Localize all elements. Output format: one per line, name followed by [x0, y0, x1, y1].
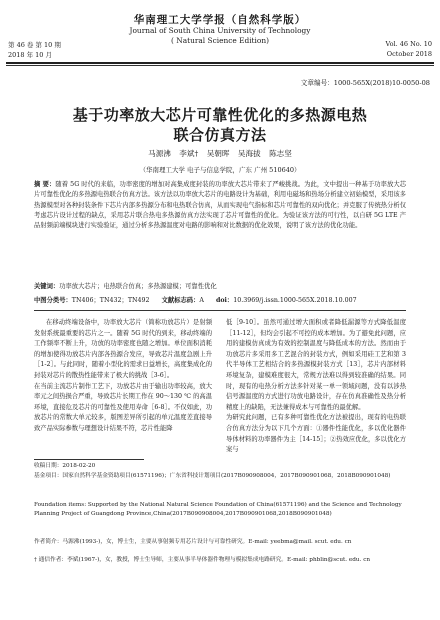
header-rule-thin [6, 65, 434, 66]
affiliation: （华南理工大学 电子与信息学院，广东 广州 510640） [139, 166, 301, 174]
date-cn: 2018 年 10 月 [8, 51, 53, 59]
footnote-fund-cn: 基金项目：国家自然科学基金资助项目(61571196)；广东省科技计划项目(2017B090908004，2017B090901068，2018B090901048) [34, 473, 391, 479]
keywords-label: 关键词： [34, 283, 60, 290]
article-title-line-2: 联合仿真方法 [173, 126, 267, 144]
doc-code-value: A [199, 297, 204, 304]
classification-line [34, 296, 406, 306]
abstract-label: 摘 要： [34, 181, 56, 188]
keywords [34, 282, 406, 292]
footnote-author-1: 作者简介：马源沸(1993-)，女，博士生，主要从事射频专用芯片设计与可靠性研究。E-mail: yeebma@mail. scut. edu. cn [34, 539, 352, 545]
doi-value: 10.3969/j.issn.1000-565X.2018.10.007 [233, 297, 357, 304]
article-code: 文章编号：1000-565X(2018)10-0050-08 [300, 79, 430, 87]
footnote-rule [34, 459, 144, 460]
journal-title-en: Journal of South China University of Technology [129, 26, 311, 35]
body-paragraph: 低［9-10］。虽然可通过增大面积或者降低漏源等方式降低温度［11-12］，但均会引起不可控的成本增加。为了避免此问题，应用的建模仿真成为有效的控制温度与降低成本的方法。然而由于功放芯片多采用多工艺混合的封装方式，例如采用硅工艺和第 3 代半导体工艺相结合的多热源模封装方式［13］，芯片内部材料环境复杂，建模难度很大，常规方法难以得到较准确的结果。同时，现有的电热分析方法多针对某一单一领域问题，没有以涉热信号源温度的方式进行功放电路设计，存在仿真准确性及热分析精度上的缺陷，无法兼得成本与可靠性的最优解。 为研究此问题，已有多种可靠性优化方法被提出，现有的电热联合仿真方法分为以下几个方面：①器件性能优化，多以优化器件导体材料的功率器件为主［14-15］；②热效应优化，多以优化方案与 [226, 319, 406, 454]
footnote-corresponding-author: † 通信作者：李斌(1967-)，女，教授，博士生导师，主要从事半导体器件物理与模拟集成电路研究。E-mail: phblin@scut. edu. cn [34, 557, 371, 563]
footnote-received: 收稿日期：2018-02-20 [34, 463, 96, 469]
body-column-left [34, 318, 212, 435]
doc-code-label: 文献标志码： [161, 297, 200, 304]
journal-edition-en: ( Natural Science Edition) [171, 36, 269, 45]
volume-issue-cn: 第 46 卷 第 10 期 [8, 41, 61, 49]
article-title-line-1: 基于功率放大芯片可靠性优化的多热源电热 [72, 106, 368, 124]
body-column-right [226, 318, 406, 456]
clc-value: TN406；TN432；TN492 [71, 297, 150, 304]
clc-label: 中图分类号： [34, 297, 72, 304]
author-list: 马源沸 李斌† 吴朝晖 吴海拔 陈志坚 [148, 149, 292, 158]
doi-label: doi： [215, 297, 234, 304]
body-paragraph: 在移动终端设备中，功率放大芯片（简称功放芯片）是射频发射系统最重要的芯片之一。随着 5G 时代的到来，移动终端的工作频率不断上升，功放的功率密度也随之增加。单位面积消耗的增加使得功放芯片内部各热源合发应，导致芯片温度急剧上升［1-2］。与此同时，随着小型化的需求日益增长，高度集成化的封装对芯片的散热性能带来了极大的挑战［3-6］。 在当前主流芯片制作工艺下，功放芯片由于输出功率较高，放大率元之间热损合严重，导致芯片长期工作在 90～130 ℃ 的高温环境，直接危及芯片的可靠性及使用寿命［6-8］。不仅如此，功放芯片的常数大单元较多，版图差异所引起的单元温度差直接导致产品实际参数与理想设计结果不符，芯片性能降 [34, 319, 212, 432]
abstract [34, 180, 406, 231]
footnote-fund-en: Foundation items: Supported by the National Natural Science Foundation of China(61571196) and the Science and Technology Planning Project of Guangdong Province,China(2017B090908004,2017B090901068,2018B090901048) [34, 502, 402, 518]
keywords-text: 功率放大芯片；电热联合仿真；多热源建模；可靠性优化 [59, 283, 217, 290]
volume-issue-en: Vol. 46 No. 10 [385, 40, 432, 48]
abstract-rule [34, 310, 406, 311]
abstract-text: 随着 5G 时代的来临，功率密度的增加对高集成度封装的功率放大芯片带来了严峻挑战。为此，文中提出一种基于功率放大芯片可靠性优化的多热源电热联合仿真方法。该方法以功率放大芯片的电路设计为基础，利用电磁场和热场分析建立初始模型，采用该多热源模型对各种封装条件下芯片内部多热源分布和电热联合仿真，从而实现电气指标和芯片可靠性的双向优化；并克服了传统热分析仅考虑芯片设计过程的缺点，采用芯片联合热电多热源仿真方法实现了芯片可靠性的优化。为验证该方法的可行性，以自研 5G LTE 产品射频前端模块进行实验验证，通过分析多热源温度对电路的影响和对比数据的优化效果，说明了该方法的优化功能。 [34, 181, 406, 230]
header-rule-thick [6, 62, 434, 64]
date-en: October 2018 [386, 50, 432, 58]
journal-title-cn: 华南理工大学学报（自然科学版） [133, 14, 307, 26]
